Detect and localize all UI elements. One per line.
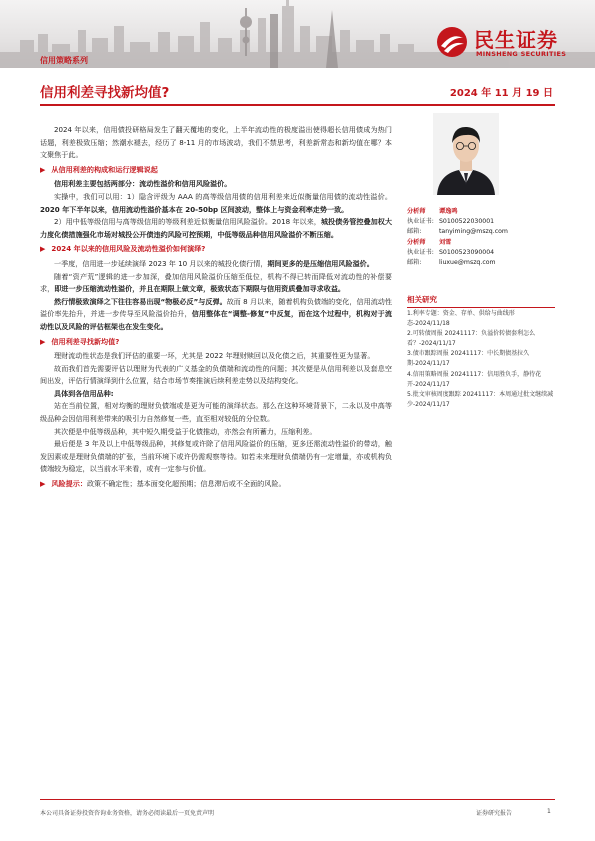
paragraph: 随着“资产荒”逻辑的进一步加深，叠加信用风险溢价压缩至低位，机构不得已转而降低对流动性的补偿要求，即进一步压缩流动性溢价，并且在期限上做文章，极致状态下期限与信用资质叠加寻求收益。 <box>40 271 392 294</box>
analyst-row: 分析师 谭逸鸣 <box>407 208 458 215</box>
related-research-heading: 相关研究 <box>407 294 555 308</box>
minsheng-logo <box>436 24 586 64</box>
related-research-list <box>407 309 555 410</box>
series-label: 信用策略系列 <box>40 56 88 65</box>
header-divider <box>40 104 555 106</box>
header-banner <box>0 0 595 68</box>
main-content <box>40 124 392 491</box>
related-research-item[interactable]: 1.利率专题：资金、存单、供给与曲线形态-2024/11/18 <box>407 310 515 328</box>
paragraph: 站在当前位置，相对均衡的理财负债端或是更为可能的演绎状态。那么在这种环境背景下，二永以及中高等级品种会因信用利差带来的吸引力自然修复一些，直至相对较低的分位数。 <box>40 401 392 424</box>
analyst-name: 谭逸鸣 <box>439 208 458 215</box>
section-heading: ▶ 信用利差寻找新均值? <box>40 336 120 346</box>
footer-doc-type: 证券研究报告 <box>476 810 513 817</box>
brand-name-cn: 民生证券 <box>474 28 558 52</box>
paragraph: 2024 年以来，信用债投研格局发生了翻天覆地的变化，上半年流动性的极度溢出使得超长信用债成为热门话题，利差极致压缩；然潮水褪去，经历了 8-11 月的市场波动，我们不禁思考，利差新常态和新均值在哪？本文聚焦于此。 <box>40 125 392 160</box>
related-research-item[interactable]: 4.信用策略周报 20241117：信用胜负手，静待花开-2024/11/17 <box>407 370 542 388</box>
footer-divider <box>40 799 555 800</box>
report-date: 2024 年 11 月 19 日 <box>449 88 553 99</box>
analyst-row: 分析师 刘雪 <box>407 238 452 246</box>
triangle-bullet-icon: ▶ <box>40 165 46 174</box>
triangle-bullet-icon: ▶ <box>40 245 46 254</box>
analyst-email[interactable]: 邮箱: liuxue@mszq.com <box>407 259 496 267</box>
related-research-item[interactable]: 5.批文审核周度跟踪 20241117：本周通过批文继续减少-2024/11/17 <box>407 390 554 408</box>
sub-heading: 具体到各信用品种: <box>54 388 114 398</box>
triangle-bullet-icon: ▶ <box>40 337 46 346</box>
footer-disclaimer: 本公司具备证券投资咨询业务资格，请务必阅读最后一页免责声明 <box>40 810 215 817</box>
triangle-bullet-icon: ▶ <box>40 479 46 489</box>
page-number: 1 <box>547 808 551 815</box>
analyst-name: 刘雪 <box>439 238 452 246</box>
paragraph: 实操中，我们可以用：1）隐含评级为 AAA 的高等级信用债的信用利差来近似衡量信用债的流动性溢价。2020 年下半年以来，信用流动性溢价基本在 20-50bp 区间波动，整体上与资金利率走势一致。 <box>40 191 392 214</box>
sub-heading: 信用利差主要包括两部分：流动性溢价和信用风险溢价。 <box>54 179 232 189</box>
analyst-email[interactable]: 邮箱: tanyiming@mszq.com <box>407 228 508 236</box>
paragraph: 2）用中低等级信用与高等级信用的等级利差近似衡量信用风险溢价。2018 年以来，城投债务管控叠加权大力度化债措施强化市场对城投公开债违约风险可控预期，中低等级品种信用风险溢价不断压缩。 <box>40 217 392 239</box>
analyst-cert: 执业证书: S0100523090004 <box>407 248 495 256</box>
brand-mark-icon <box>436 26 468 58</box>
brand-name-en: MINSHENG SECURITIES <box>476 50 567 58</box>
analyst-info <box>407 207 557 268</box>
related-research-item[interactable]: 2.可转债周报 20241117：负溢价转债套利怎么看？-2024/11/17 <box>407 330 536 348</box>
report-title: 信用利差寻找新均值? <box>40 85 170 101</box>
paragraph: 最后便是 3 年及以上中低等级品种，其修复或许除了信用风险溢价的压缩，更多还需流动性溢价的带动，触发因素或是理财负债端的扩张，当前环境下或许仍需观察等待。如若未来理财负债端仍有一定增量，亦或机构负债端较为稳定，以当前水平来看，或有一定参与价值。 <box>40 439 392 474</box>
analyst-cert: 执业证书: S0100522030001 <box>407 218 495 226</box>
analyst-portrait-image <box>433 113 499 195</box>
section-heading: ▶ 2024 年以来的信用风险及流动性溢价如何演绎? <box>40 244 206 254</box>
paragraph: 其次便是中低等级品种，其中短久期受益于化债推动，亦然会有所蓄力，压缩利差。 <box>54 426 317 436</box>
paragraph: 一季度，信用进一步延续演绎 2023 年 10 月以来的城投化债行情，期间更多的是压缩信用风险溢价。 <box>54 258 374 268</box>
related-research-item[interactable]: 3.债市跟踪周报 20241117：中长期债基拉久期-2024/11/17 <box>407 350 530 368</box>
section-heading: ▶ 从信用利差的构成和运行逻辑说起 <box>40 164 158 174</box>
paragraph: 故而我们首先需要评估以理财为代表的广义基金的负债端和流动性的问题；其次便是从信用利差以及套息空间出发，评估行情演绎到什么位置，结合市场节奏推演后续利差走势以及结构变化。 <box>40 363 392 386</box>
paragraph: 然行情极致演绎之下往往容易出现“物极必反”与反弹。故而 8 月以来，随着机构负债端的变化，信用流动性溢价率先抬升，并进一步传导至风险溢价抬升，信用整体在“调整-修复”中反复，而在这个过程中，机构对于流动性以及风险的评估框架也在发生变化。 <box>40 296 392 331</box>
risk-warning: ▶ 风险提示：政策不确定性；基本面变化超预期；信息滞后或不全面的风险。 <box>40 479 286 489</box>
analyst-photo <box>433 113 499 195</box>
paragraph: 理财流动性状态是我们评估的重要一环，尤其是 2022 年理财赎回以及化债之后，其重要性更为显著。 <box>54 351 375 361</box>
